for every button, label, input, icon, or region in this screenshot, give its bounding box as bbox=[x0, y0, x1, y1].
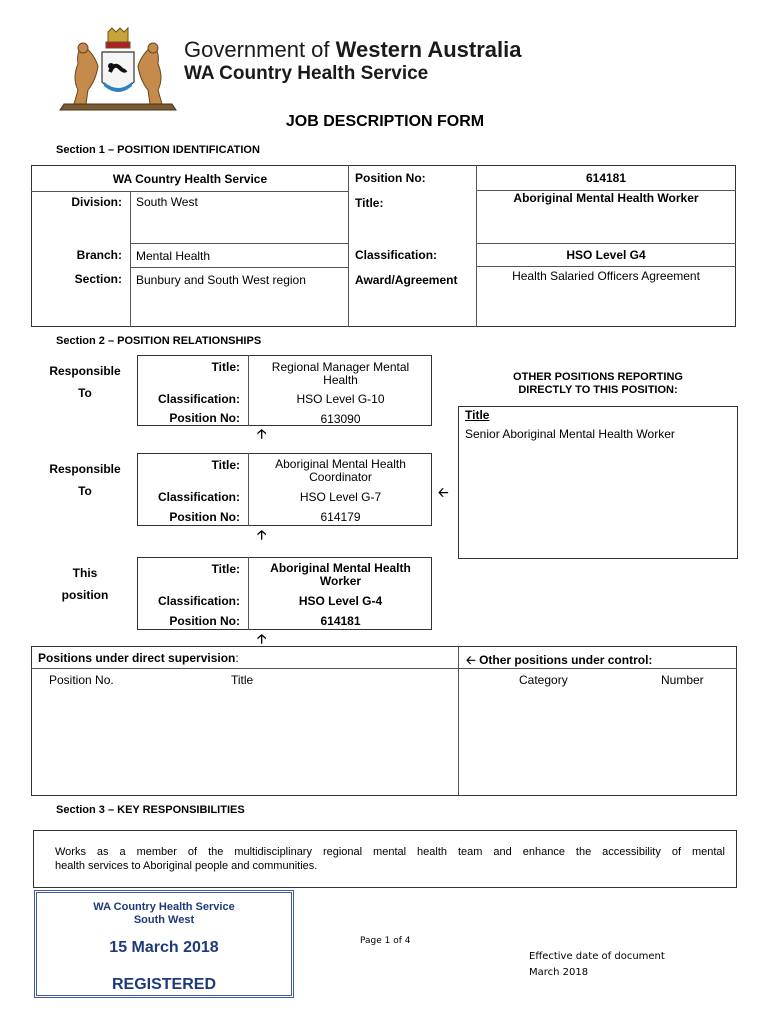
stamp-status: REGISTERED bbox=[111, 976, 216, 993]
stamp-line-1: WA Country Health Service bbox=[93, 901, 235, 913]
up-arrow-icon: 🡡 bbox=[257, 527, 267, 542]
organisation-name: WA Country Health Service bbox=[112, 172, 268, 186]
rel-position-no-value: 614181 bbox=[320, 614, 361, 628]
section2-heading: Section 2 – POSITION RELATIONSHIPS bbox=[56, 335, 262, 347]
rel-title-line-2: Coordinator bbox=[309, 470, 372, 484]
rel-position-no-value: 614179 bbox=[320, 510, 361, 524]
rel-classification-label: Classification: bbox=[157, 392, 240, 406]
rel-title-label: Title: bbox=[211, 360, 240, 374]
responsible-to-label-1 bbox=[42, 360, 128, 404]
other-positions-heading-line-2: DIRECTLY TO THIS POSITION: bbox=[518, 384, 678, 396]
side-label-line-1: This bbox=[72, 566, 98, 580]
page-number: Page 1 of 4 bbox=[360, 936, 411, 946]
stamp-org bbox=[37, 901, 291, 927]
left-arrow-icon: 🡠 bbox=[438, 485, 449, 500]
rel-title-line-1: Aboriginal Mental Health bbox=[275, 457, 406, 471]
award-value: Health Salaried Officers Agreement bbox=[512, 269, 700, 283]
government-heading bbox=[184, 38, 521, 62]
rel-classification-label: Classification: bbox=[157, 490, 240, 504]
this-position-label bbox=[42, 562, 128, 606]
rel-title-label: Title: bbox=[211, 562, 240, 576]
classification-value: HSO Level G4 bbox=[566, 248, 646, 262]
rel-title-line-2: Health bbox=[323, 373, 358, 387]
section-value: Bunbury and South West region bbox=[136, 273, 306, 287]
rel-title-line-2: Worker bbox=[319, 574, 362, 588]
form-title: JOB DESCRIPTION FORM bbox=[285, 113, 485, 130]
effective-date-value: March 2018 bbox=[529, 967, 589, 978]
stamp-date: 15 March 2018 bbox=[109, 939, 219, 956]
side-label-line-1: Responsible bbox=[49, 364, 121, 378]
col-title: Title bbox=[231, 673, 254, 687]
side-label-line-2: To bbox=[78, 386, 92, 400]
other-position-item: Senior Aboriginal Mental Health Worker bbox=[465, 427, 675, 441]
col-category: Category bbox=[519, 673, 568, 687]
award-label: Award/Agreement bbox=[355, 273, 458, 287]
rel-title-value bbox=[249, 458, 432, 484]
branch-value: Mental Health bbox=[136, 249, 211, 263]
rel-title-line-1: Aboriginal Mental Health bbox=[270, 561, 411, 575]
key-responsibilities-line-2: health services to Aboriginal people and communities. bbox=[55, 860, 318, 872]
rel-classification-value: HSO Level G-7 bbox=[299, 490, 382, 504]
rel-title-label: Title: bbox=[211, 458, 240, 472]
government-heading-bold: Western Australia bbox=[335, 37, 522, 62]
rel-position-no-label: Position No: bbox=[169, 411, 240, 425]
position-no-label: Position No: bbox=[355, 171, 426, 185]
side-label-line-2: position bbox=[61, 588, 109, 602]
supervision-heading bbox=[38, 651, 239, 665]
title-label: Title: bbox=[355, 196, 384, 210]
other-positions-title-header: Title bbox=[465, 408, 490, 422]
division-value: South West bbox=[136, 195, 198, 209]
supervision-label: Positions under direct supervision bbox=[38, 651, 236, 665]
col-number: Number bbox=[661, 673, 704, 687]
branch-label: Branch: bbox=[76, 248, 122, 262]
title-value: Aboriginal Mental Health Worker bbox=[513, 191, 699, 205]
rel-title-value bbox=[249, 562, 432, 588]
up-arrow-icon: 🡡 bbox=[257, 631, 267, 646]
side-label-line-2: To bbox=[78, 484, 92, 498]
left-arrow-icon: 🡠 bbox=[466, 653, 476, 667]
stamp-line-2: South West bbox=[133, 914, 195, 926]
rel-classification-value: HSO Level G-4 bbox=[298, 594, 383, 608]
rel-title-value bbox=[249, 361, 432, 387]
other-positions-heading bbox=[458, 371, 738, 397]
section-label: Section: bbox=[74, 272, 122, 286]
up-arrow-icon: 🡡 bbox=[257, 426, 267, 441]
classification-label: Classification: bbox=[355, 248, 438, 262]
service-heading: WA Country Health Service bbox=[184, 63, 429, 84]
rel-classification-value: HSO Level G-10 bbox=[296, 392, 385, 406]
effective-date-label: Effective date of document bbox=[529, 951, 665, 962]
section1-heading: Section 1 – POSITION IDENTIFICATION bbox=[56, 144, 260, 156]
other-control-label: Other positions under control: bbox=[479, 653, 653, 667]
position-no-value: 614181 bbox=[585, 171, 627, 185]
other-control-heading bbox=[466, 651, 652, 672]
responsible-to-label-2 bbox=[42, 458, 128, 502]
supervision-colon: : bbox=[235, 651, 239, 665]
col-position-no: Position No. bbox=[49, 673, 114, 687]
key-responsibilities-line-1: Works as a member of the multidisciplinary regional mental health team and enhance the accessibility of mental bbox=[55, 846, 725, 858]
key-responsibilities-text bbox=[55, 845, 725, 873]
government-heading-prefix: Government of bbox=[184, 37, 336, 62]
rel-classification-label: Classification: bbox=[157, 594, 240, 608]
rel-position-no-label: Position No: bbox=[169, 614, 240, 628]
registered-stamp bbox=[34, 890, 294, 998]
section3-heading: Section 3 – KEY RESPONSIBILITIES bbox=[56, 804, 245, 816]
other-positions-heading-line-1: OTHER POSITIONS REPORTING bbox=[513, 371, 683, 383]
side-label-line-1: Responsible bbox=[49, 462, 121, 476]
rel-title-line-1: Regional Manager Mental bbox=[271, 360, 410, 374]
rel-position-no-value: 613090 bbox=[320, 412, 361, 426]
rel-position-no-label: Position No: bbox=[169, 510, 240, 524]
division-label: Division: bbox=[71, 195, 122, 209]
wa-coat-of-arms-logo bbox=[56, 26, 180, 112]
